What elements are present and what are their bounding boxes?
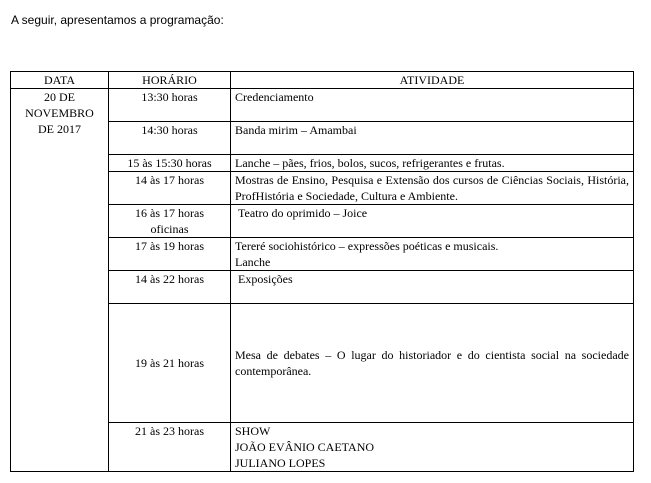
schedule-table (10, 71, 634, 472)
time-text: 14 às 22 horas (135, 272, 204, 286)
time-text: 19 às 21 horas (135, 356, 204, 370)
activity-cell (231, 205, 634, 238)
time-text: 14:30 horas (141, 123, 198, 137)
time-cell (109, 271, 231, 304)
header-activity: ATIVIDADE (231, 72, 634, 89)
time-cell (109, 89, 231, 122)
activity-text: Mostras de Ensino, Pesquisa e Extensão dos cursos de Ciências Sociais, História, ProfHistória e Sociedade, Cultura e Ambiente. (235, 173, 629, 203)
time-cell (109, 172, 231, 205)
time-text: 13:30 horas (141, 90, 198, 104)
activity-text: Banda mirim – Amambai (235, 123, 357, 137)
activity-text: Credenciamento (235, 90, 314, 104)
activity-cell (231, 155, 634, 172)
time-text: 21 às 23 horas (135, 424, 204, 438)
time-text: 14 às 17 horas (135, 173, 204, 187)
activity-cell (231, 271, 634, 304)
time-text: 17 às 19 horas (135, 239, 204, 253)
time-text: 16 às 17 horas (135, 206, 204, 220)
activity-text: Lanche – pães, frios, bolos, sucos, refrigerantes e frutas. (235, 156, 505, 170)
header-date: DATA (11, 72, 109, 89)
activity-text: Exposições (238, 272, 293, 286)
activity-text: Mesa de debates – O lugar do historiador e do cientista social na sociedade contemporânea. (235, 348, 629, 378)
activity-cell (231, 89, 634, 122)
time-cell (109, 304, 231, 423)
intro-text: A seguir, apresentamos a programação: (11, 13, 224, 27)
time-cell (109, 238, 231, 271)
header-time: HORÁRIO (109, 72, 231, 89)
activity-cell (231, 304, 634, 423)
activity-text: Lanche (235, 255, 271, 269)
time-cell (109, 423, 231, 472)
activity-cell (231, 423, 634, 472)
time-text: oficinas (150, 222, 189, 236)
time-text: 15 às 15:30 horas (127, 156, 212, 170)
activity-text: SHOW (235, 424, 271, 438)
table-row (11, 89, 634, 122)
time-cell (109, 205, 231, 238)
time-cell (109, 155, 231, 172)
activity-cell (231, 172, 634, 205)
activity-cell (231, 238, 634, 271)
activity-cell (231, 122, 634, 155)
time-cell (109, 122, 231, 155)
date-line: NOVEMBRO (25, 106, 94, 120)
date-cell (11, 89, 109, 472)
date-line: 20 DE (44, 90, 75, 104)
date-line: DE 2017 (38, 122, 81, 136)
activity-text: Tereré sociohistórico – expressões poéticas e musicais. (235, 239, 499, 253)
activity-text: Teatro do oprimido – Joice (238, 206, 368, 220)
activity-text: JULIANO LOPES (235, 456, 326, 470)
activity-text: JOÃO EVÂNIO CAETANO (235, 440, 375, 454)
table-header-row (11, 72, 634, 89)
